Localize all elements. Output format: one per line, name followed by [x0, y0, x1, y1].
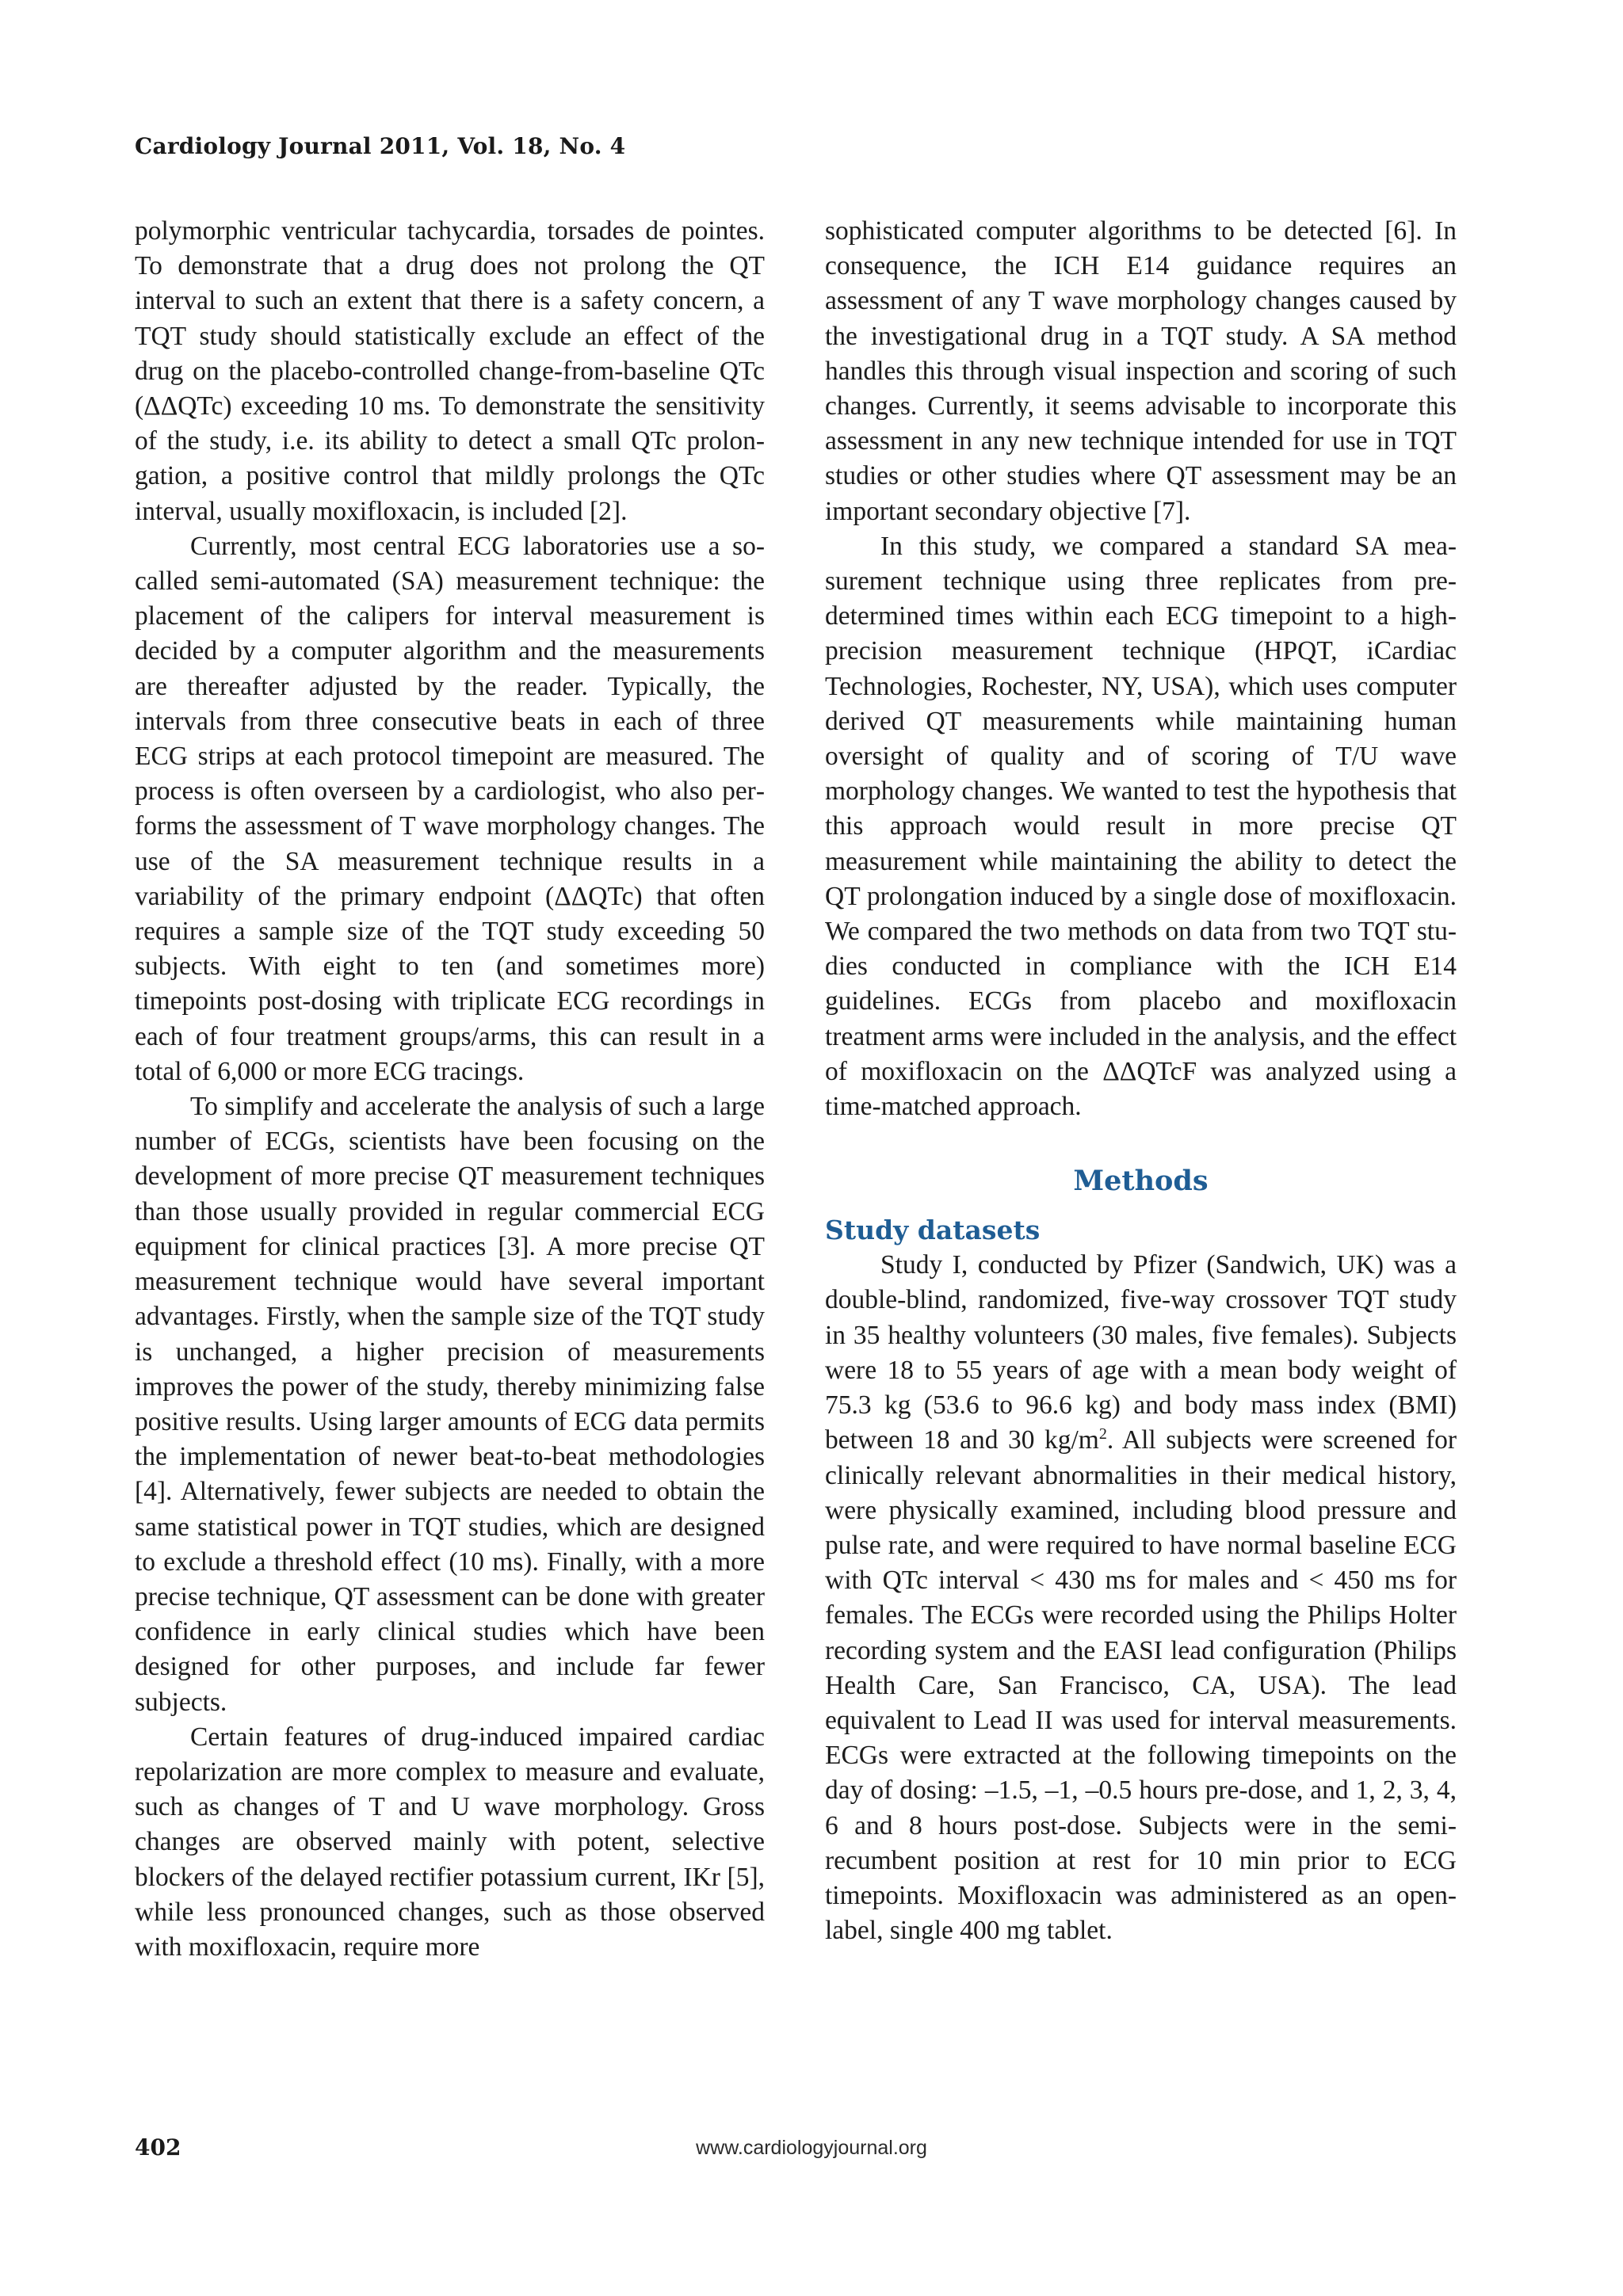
paragraph [825, 1248, 1457, 1948]
footer-url: www.cardiologyjournal.org [696, 2137, 927, 2159]
section-title-methods: Methods [1073, 1165, 1209, 1198]
running-head: Cardiology Journal 2011, Vol. 18, No. 4 [135, 133, 626, 159]
subsection-title-study-datasets: Study datasets [825, 1215, 1041, 1246]
superscript: 2 [1098, 1425, 1107, 1444]
right-column [825, 214, 1457, 1948]
paragraph-text: . All subjects were screened for clinically relevant abnormalities in their medical history, were physically examined, including blood pressure and pulse rate, and were required to have normal baseline ECG with QTc interval < 430 ms for males and < 450 ms for females. The ECGs were recorded using the Philips Holter recording system and the EASI lead configuration (Philips Health Care, San Francisco, CA, USA). The lead equivalent to Lead II was used for interval measurements. ECGs were extracted at the following timepoints on the day of dosing: –1.5, –1, –0.5 hours pre-dose, and 1, 2, 3, 4, 6 and 8 hours post-dose. Subjects were in the semirecumbent position at rest for 10 min prior to ECG timepoints. Moxifloxacin was administered as an open-label, single 400 mg tablet. [825, 1425, 1457, 1946]
page-number: 402 [135, 2134, 181, 2161]
paragraph-text: Study I, conducted by Pfizer (Sandwich, UK) was a double-blind, randomized, five-way crossover TQT study in 35 healthy volunteers (30 males, five females). Subjects were 18 to 55 years of age with a mean body weight of 75.3 kg (53.6 to 96.6 kg) and body mass index (BMI) between 18 and 30 kg/m [825, 1250, 1457, 1455]
paragraph: To simplify and accelerate the analysis of such a large number of ECGs, scientists have been focusing on the development of more precise QT measurement techniques than those usually provided in regular commercial ECG equipment for clinical practices [3]. A more precise QT measurement technique would have several important advantages. Firstly, when the sample size of the TQT study is unchanged, a higher precision of measurements improves the power of the study, thereby minimizing false positive results. Using larger amounts of ECG data permits the implementation of newer beat-to-beat methodologies [4]. Alternatively, fewer subjects are needed to obtain the same statistical power in TQT studies, which are designed to exclude a threshold effect (10 ms). Finally, with a more precise technique, QT assessment can be done with greater confidence in early clinical studies which have been designed for other purposes, and include far fewer subjects. [135, 1092, 765, 1717]
paragraph: In this study, we compared a standard SA measurement technique using three replicates from pre-determined times within each ECG timepoint to a high-precision measurement technique (HPQT, iCardiac Technologies, Rochester, NY, USA), which uses computer derived QT measurements while maintaining human oversight of quality and of scoring of T/U wave morphology changes. We wanted to test the hypothesis that this approach would result in more precise QT measurement while maintaining the ability to detect the QT prolongation induced by a single dose of moxifloxacin. We compared the two methods on data from two TQT studies conducted in compliance with the ICH E14 guidelines. ECGs from placebo and moxifloxacin treatment arms were included in the analysis, and the effect of moxifloxacin on the ΔΔQTcF was analyzed using a time-matched approach. [825, 531, 1457, 1122]
paragraph: sophisticated computer algorithms to be detected [6]. In consequence, the ICH E14 guidance requires an assessment of any T wave morphology changes caused by the investigational drug in a TQT study. A SA method handles this through visual inspection and scoring of such changes. Currently, it seems advisable to incorporate this assessment in any new technique intended for use in TQT studies or other studies where QT assessment may be an important secondary objective [7]. [825, 216, 1457, 526]
paragraph: Currently, most central ECG laboratories use a so-called semi-automated (SA) measurement technique: the placement of the calipers for interval measurement is decided by a computer algorithm and the measurements are thereafter adjusted by the reader. Typically, the intervals from three consecutive beats in each of three ECG strips at each protocol timepoint are measured. The process is often overseen by a cardiologist, who also performs the assessment of T wave morphology changes. The use of the SA measurement technique results in a variability of the primary endpoint (ΔΔQTc) that often requires a sample size of the TQT study exceeding 50 subjects. With eight to ten (and sometimes more) timepoints post-dosing with triplicate ECG recordings in each of four treatment groups/arms, this can result in a total of 6,000 or more ECG tracings. [135, 531, 765, 1086]
paragraph: polymorphic ventricular tachycardia, torsades de pointes. To demonstrate that a drug does not prolong the QT interval to such an extent that there is a safety concern, a TQT study should statistically exclude an effect of the drug on the placebo-controlled change-from-baseline QTc (ΔΔQTc) exceeding 10 ms. To demonstrate the sensitivity of the study, i.e. its ability to detect a small QTc prolongation, a positive control that mildly prolongs the QTc interval, usually moxifloxacin, is included [2]. [135, 216, 765, 526]
left-column [135, 214, 765, 1965]
paragraph: Certain features of drug-induced impaired cardiac repolarization are more complex to measure and evaluate, such as changes of T and U wave morphology. Gross changes are observed mainly with potent, selective blockers of the delayed rectifier potassium current, IKr [5], while less pronounced changes, such as those observed with moxifloxacin, require more [135, 1722, 765, 1962]
